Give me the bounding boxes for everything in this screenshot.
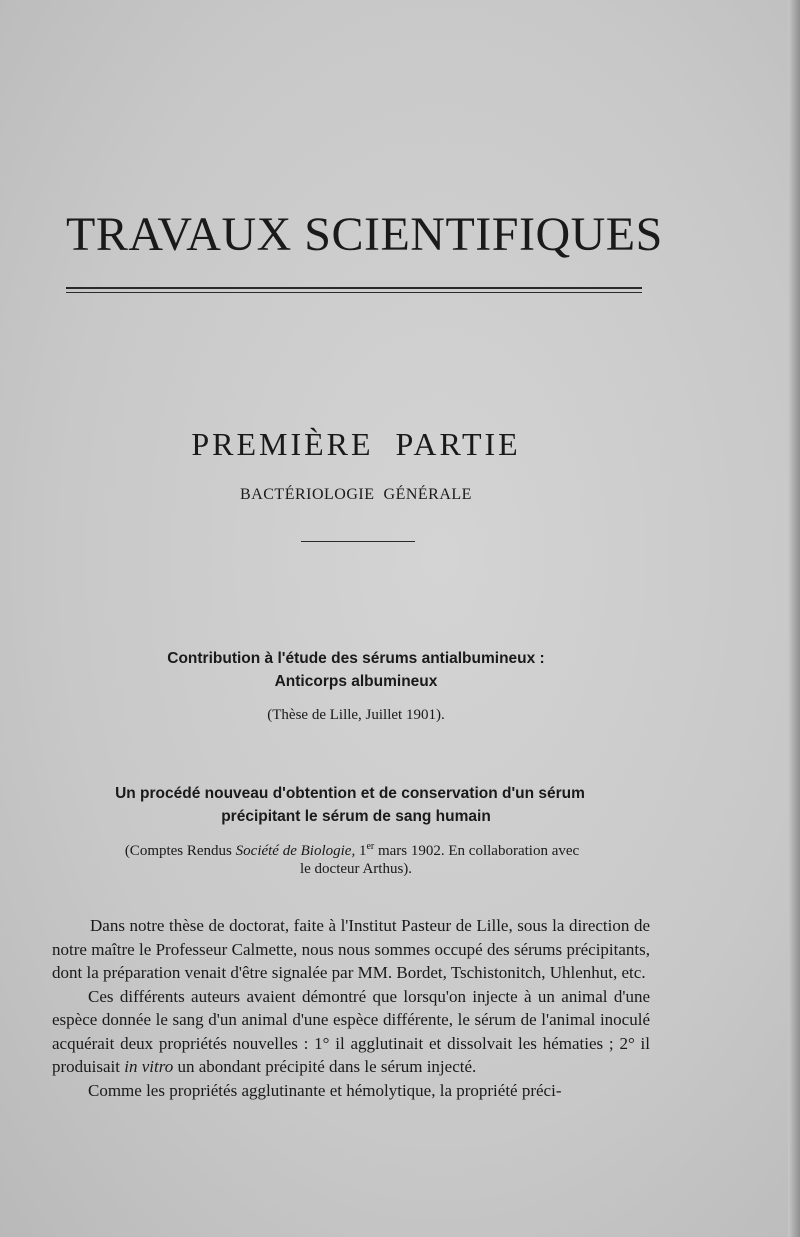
body-text [52, 914, 650, 1102]
work-2-ref-ordinal: er [366, 841, 375, 852]
part-subtitle: BACTÉRIOLOGIE GÉNÉRALE [240, 486, 472, 503]
main-title: TRAVAUX SCIENTIFIQUES [66, 208, 663, 261]
work-1-title-line1: Contribution à l'étude des sérums antialbumineux : [167, 650, 545, 667]
paragraph-2-part1: Ces différents auteurs avaient démontré que lorsqu'on injecte à un animal d'une espèce donnée le sang d'un animal d'une espèce différente, le sérum de l'animal inoculé acquérait deux propriétés nouvelles : 1° il agglutinait et dissolvait les hématies ; 2° il produisait [52, 986, 650, 1076]
paragraph-3: Comme les propriétés agglutinante et hémolytique, la propriété préci- [88, 1080, 562, 1100]
work-1-title-line2: Anticorps albumineux [274, 673, 438, 690]
work-2-ref-day: 1 [355, 843, 367, 859]
part-title: PREMIÈRE PARTIE [191, 426, 521, 462]
work-1-reference: (Thèse de Lille, Juillet 1901). [267, 707, 445, 723]
work-2-ref-rest: mars 1902. En collaboration avec [374, 843, 580, 859]
paragraph-2 [52, 985, 650, 1079]
paragraph-1: Dans notre thèse de doctorat, faite à l'Institut Pasteur de Lille, sous la direction de notre maître le Professeur Calmette, nous nous sommes occupé des sérums précipitants, dont la préparation venait d'être signalée par MM. Bordet, Tschistonitch, Uhlenhut, etc. [52, 916, 650, 982]
work-2-title-line2: précipitant le sérum de sang humain [221, 808, 491, 825]
work-2-title-line1: Un procédé nouveau d'obtention et de conservation d'un sérum [115, 785, 585, 802]
title-rule-top [66, 287, 642, 289]
work-2-ref-journal: Société de Biologie, [235, 843, 356, 859]
work-2-ref-prefix: (Comptes Rendus [124, 843, 236, 859]
section-divider [301, 541, 415, 542]
paragraph-2-italic: in vitro [124, 1057, 174, 1076]
work-2-reference-line2: le docteur Arthus). [299, 861, 413, 877]
paragraph-2-part2: un abondant précipité dans le sérum injecté. [173, 1057, 477, 1076]
page-edge-shadow [788, 0, 800, 1237]
title-rule-bottom [66, 292, 642, 293]
